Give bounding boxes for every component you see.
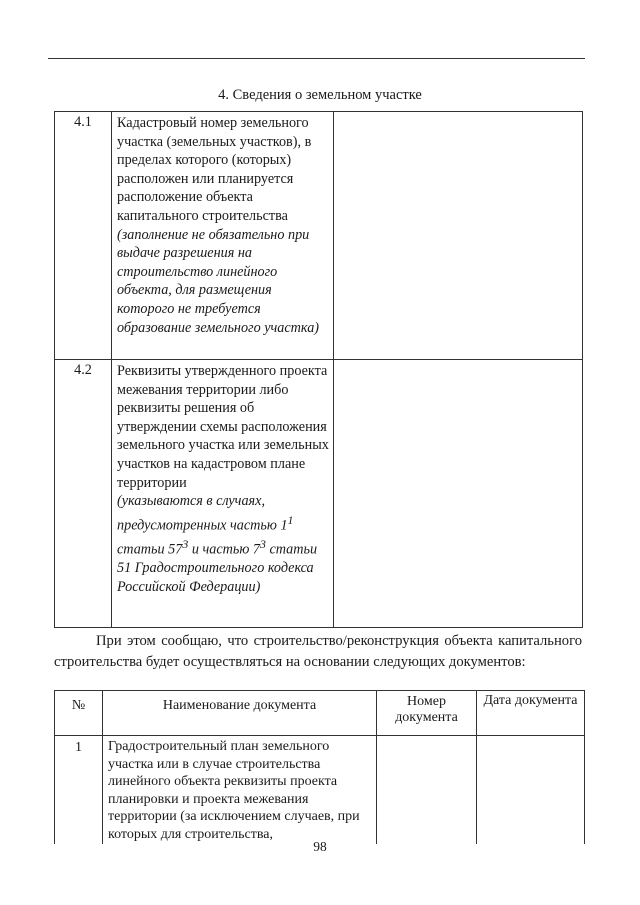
row-number: 1 xyxy=(55,736,103,844)
row-description xyxy=(112,360,334,628)
row-label: Кадастровый номер земельного участка (земельных участков), в пределах которого (которых) расположен или планируется расположение объекта капитального строительства xyxy=(117,115,312,224)
table-header-row xyxy=(55,691,585,736)
row-value[interactable] xyxy=(334,360,583,628)
row-doc-number[interactable] xyxy=(377,736,477,844)
header-doc-date: Дата документа xyxy=(477,691,585,736)
header-name: Наименование документа xyxy=(103,691,377,736)
section-title: 4. Сведения о земельном участке xyxy=(218,87,422,103)
header-number: № xyxy=(55,691,103,736)
row-number: 4.2 xyxy=(55,360,112,628)
top-rule xyxy=(48,58,585,59)
header-doc-number: Номер документа xyxy=(377,691,477,736)
row-number: 4.1 xyxy=(55,112,112,360)
row-doc-date[interactable] xyxy=(477,736,585,844)
documents-table xyxy=(54,690,585,844)
table-row xyxy=(55,360,583,628)
row-label: Реквизиты утвержденного проекта межевания территории либо реквизиты решения об утверждении схемы расположения земельного участка или земельных участков на кадастровом плане территории xyxy=(117,363,329,491)
row-value[interactable] xyxy=(334,112,583,360)
body-paragraph: При этом сообщаю, что строительство/реконструкция объекта капитального строительства будет осуществляться на основании следующих документов: xyxy=(54,633,582,670)
row-description xyxy=(112,112,334,360)
table-row xyxy=(55,112,583,360)
page-number: 98 xyxy=(313,839,327,854)
land-info-table xyxy=(54,111,583,628)
row-hint: (указываются в случаях, предусмотренных частью $1^1$ статьи $57^3$ и частью $7^3$ статьи 51 Градостроительного кодекса Российской Федерации) xyxy=(117,493,318,595)
row-doc-name: Градостроительный план земельного участка или в случае строительства линейного объекта реквизиты проекта планировки и проекта межевания территории (за исключением случаев, при которых для строительства, xyxy=(103,736,377,844)
table-row xyxy=(55,736,585,844)
row-hint: (заполнение не обязательно при выдаче разрешения на строительство линейного объекта, для размещения которого не требуется образование земельного участка) xyxy=(117,226,320,336)
